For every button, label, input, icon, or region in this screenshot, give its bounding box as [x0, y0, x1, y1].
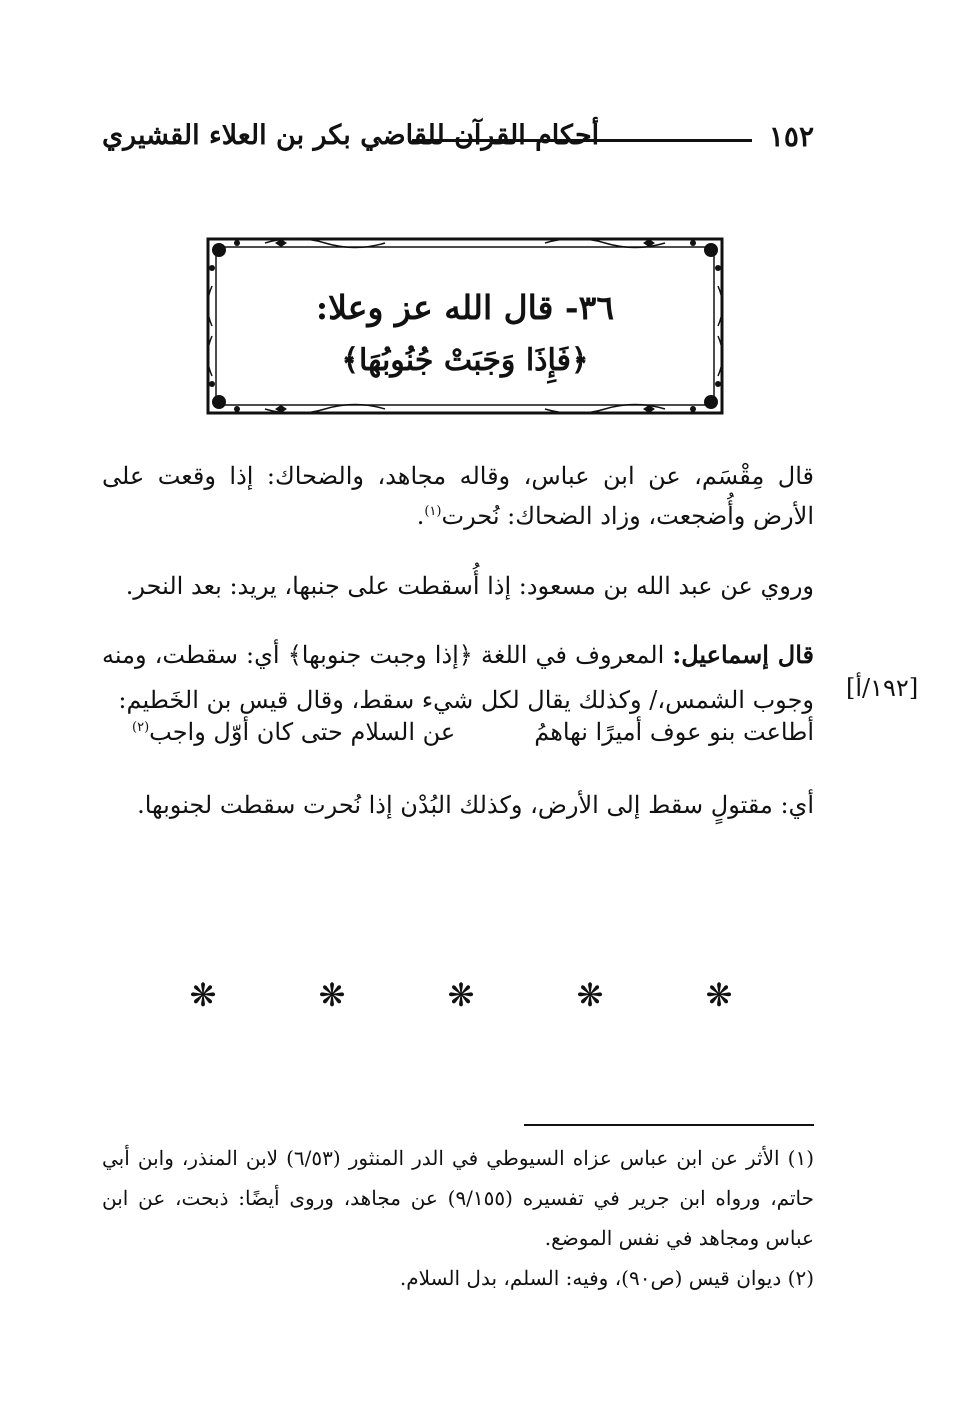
- footnotes: [102, 1138, 814, 1298]
- footnote-rule: [524, 1124, 814, 1126]
- running-header: [102, 118, 814, 162]
- paragraph-3: [102, 632, 814, 723]
- section-separator: ❋ ❋ ❋ ❋ ❋: [189, 976, 779, 1014]
- paragraph-1-text: قال مِقْسَم، عن ابن عباس، وقاله مجاهد، والضحاك: إذا وقعت على الأرض وأُضجعت، وزاد الضحاك: نُحرت: [102, 462, 814, 530]
- footnote-ref-2: (٢): [132, 720, 150, 735]
- footnote-1: (١) الأثر عن ابن عباس عزاه السيوطي في الدر المنثور (٦/٥٣) لابن المنذر، وابن أبي حاتم، ورواه ابن جرير في تفسيره (٩/١٥٥) عن مجاهد، وروى أيضًا: ذبحت، عن ابن عباس ومجاهد في نفس الموضع.: [102, 1146, 814, 1250]
- running-title: أحكام القرآن للقاضي بكر بن العلاء القشيري: [102, 120, 600, 151]
- paragraph-3-text: المعروف في اللغة ﴿إذا وجبت جنوبها﴾ أي: سقطت، ومنه وجوب الشمس،/ وكذلك يقال لكل شيء سقط، وقال قيس بن الخَطيم:: [102, 641, 814, 714]
- paragraph-4: أي: مقتولٍ سقط إلى الأرض، وكذلك البُدْن إذا نُحرت سقطت لجنوبها.: [137, 791, 814, 819]
- ornamental-frame: [205, 236, 725, 416]
- paragraph-3-lead: قال إسماعيل:: [672, 640, 814, 669]
- manuscript-folio-ref: [١٩٢/أ]: [846, 674, 919, 702]
- poem-second-hemistich-text: عن السلام حتى كان أوّل واجب: [149, 718, 456, 746]
- poem-first-hemistich: أطاعت بنو عوف أميرًا نهاهمُ: [534, 718, 814, 746]
- paragraph-2: وروي عن عبد الله بن مسعود: إذا أُسقطت على جنبها، يريد: بعد النحر.: [125, 572, 814, 600]
- poem-second-hemistich: [132, 718, 455, 746]
- section-heading: ٣٦- قال الله عز وعلا:: [315, 288, 615, 327]
- footnote-ref-1: (١): [424, 504, 442, 519]
- paragraph-1-end: .: [416, 502, 425, 530]
- paragraph-1: [102, 456, 814, 536]
- quran-verse: ﴿فَإِذَا وَجَبَتْ جُنُوبُهَا﴾: [341, 343, 589, 378]
- poem-verse: [102, 718, 814, 764]
- page-number: ١٥٢: [768, 120, 814, 153]
- footnote-2: (٢) ديوان قيس (ص٩٠)، وفيه: السلم، بدل السلام.: [399, 1266, 814, 1290]
